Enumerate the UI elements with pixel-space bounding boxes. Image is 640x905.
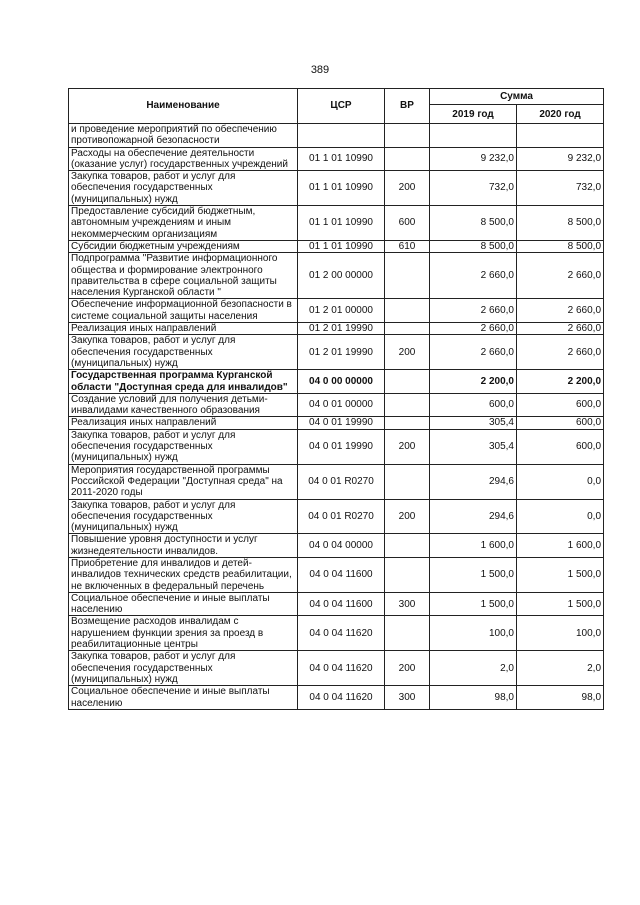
- row-vr-cell: 200: [385, 171, 430, 206]
- row-2020-cell: 1 500,0: [517, 592, 604, 616]
- row-2020-cell: 0,0: [517, 464, 604, 499]
- row-name-cell: Повышение уровня доступности и услуг жизнедеятельности инвалидов.: [69, 534, 298, 558]
- table-row: [69, 499, 604, 534]
- row-2019-cell: 1 500,0: [430, 557, 517, 592]
- row-vr-cell: [385, 147, 430, 171]
- row-csr-cell: 01 2 00 00000: [298, 253, 385, 299]
- row-name-cell: Закупка товаров, работ и услуг для обеспечения государственных (муниципальных) нужд: [69, 429, 298, 464]
- row-vr-cell: 300: [385, 592, 430, 616]
- row-vr-cell: [385, 323, 430, 335]
- header-year-2020: 2020 год: [517, 105, 604, 124]
- row-csr-cell: 04 0 01 19990: [298, 429, 385, 464]
- row-vr-cell: 200: [385, 651, 430, 686]
- table-row: [69, 171, 604, 206]
- row-name-cell: Социальное обеспечение и иные выплаты населению: [69, 686, 298, 710]
- table-row: [69, 417, 604, 429]
- row-vr-cell: [385, 370, 430, 394]
- row-vr-cell: [385, 464, 430, 499]
- row-name-cell: Закупка товаров, работ и услуг для обеспечения государственных (муниципальных) нужд: [69, 651, 298, 686]
- row-2019-cell: 600,0: [430, 393, 517, 417]
- row-2019-cell: 294,6: [430, 464, 517, 499]
- row-name-cell: Подпрограмма "Развитие информационного общества и формирование электронного правительства в сфере социальной защиты населения Курганской области ": [69, 253, 298, 299]
- table-row: [69, 686, 604, 710]
- row-2020-cell: 600,0: [517, 429, 604, 464]
- row-csr-cell: 04 0 01 R0270: [298, 464, 385, 499]
- table-row: [69, 299, 604, 323]
- row-csr-cell: 01 1 01 10990: [298, 206, 385, 241]
- row-csr-cell: 01 1 01 10990: [298, 171, 385, 206]
- page-number: 389: [310, 64, 330, 76]
- row-2020-cell: 0,0: [517, 499, 604, 534]
- row-name-cell: Субсидии бюджетным учреждениям: [69, 240, 298, 252]
- row-2019-cell: 8 500,0: [430, 240, 517, 252]
- table-row: [69, 370, 604, 394]
- row-csr-cell: 04 0 04 11620: [298, 686, 385, 710]
- row-2019-cell: 732,0: [430, 171, 517, 206]
- row-2019-cell: 2 660,0: [430, 335, 517, 370]
- row-2020-cell: 600,0: [517, 417, 604, 429]
- row-vr-cell: 200: [385, 429, 430, 464]
- row-csr-cell: 04 0 04 11600: [298, 557, 385, 592]
- table-row: [69, 124, 604, 148]
- table-row: [69, 557, 604, 592]
- table-row: [69, 323, 604, 335]
- row-2020-cell: 98,0: [517, 686, 604, 710]
- row-csr-cell: [298, 124, 385, 148]
- row-2020-cell: 2 660,0: [517, 335, 604, 370]
- row-2020-cell: 1 500,0: [517, 557, 604, 592]
- row-2019-cell: 1 500,0: [430, 592, 517, 616]
- row-name-cell: Создание условий для получения детьми-инвалидами качественного образования: [69, 393, 298, 417]
- row-csr-cell: 04 0 04 00000: [298, 534, 385, 558]
- row-name-cell: Реализация иных направлений: [69, 417, 298, 429]
- row-2019-cell: 100,0: [430, 616, 517, 651]
- row-2019-cell: 305,4: [430, 417, 517, 429]
- row-name-cell: Закупка товаров, работ и услуг для обеспечения государственных (муниципальных) нужд: [69, 335, 298, 370]
- table-row: [69, 534, 604, 558]
- row-2019-cell: 98,0: [430, 686, 517, 710]
- row-name-cell: Предоставление субсидий бюджетным, автономным учреждениям и иным некоммерческим организациям: [69, 206, 298, 241]
- header-csr: ЦСР: [298, 89, 385, 124]
- row-vr-cell: [385, 534, 430, 558]
- header-vr: ВР: [385, 89, 430, 124]
- row-2020-cell: 600,0: [517, 393, 604, 417]
- row-name-cell: Закупка товаров, работ и услуг для обеспечения государственных (муниципальных) нужд: [69, 499, 298, 534]
- row-2020-cell: 2 200,0: [517, 370, 604, 394]
- row-name-cell: Социальное обеспечение и иные выплаты населению: [69, 592, 298, 616]
- table-row: [69, 206, 604, 241]
- row-csr-cell: 04 0 00 00000: [298, 370, 385, 394]
- row-2020-cell: 1 600,0: [517, 534, 604, 558]
- row-2019-cell: 2,0: [430, 651, 517, 686]
- row-2020-cell: 8 500,0: [517, 206, 604, 241]
- row-2020-cell: 2 660,0: [517, 323, 604, 335]
- row-2019-cell: 9 232,0: [430, 147, 517, 171]
- row-name-cell: Возмещение расходов инвалидам с нарушением функции зрения за проезд в реабилитационные центры: [69, 616, 298, 651]
- row-csr-cell: 04 0 04 11620: [298, 616, 385, 651]
- row-2020-cell: 732,0: [517, 171, 604, 206]
- row-vr-cell: [385, 557, 430, 592]
- row-name-cell: Обеспечение информационной безопасности в системе социальной защиты населения: [69, 299, 298, 323]
- row-name-cell: Приобретение для инвалидов и детей-инвалидов технических средств реабилитации, не включенных в федеральный перечень: [69, 557, 298, 592]
- row-csr-cell: 01 2 01 19990: [298, 335, 385, 370]
- header-year-2019: 2019 год: [430, 105, 517, 124]
- row-vr-cell: [385, 299, 430, 323]
- header-row-top: [69, 89, 604, 105]
- row-name-cell: Мероприятия государственной программы Российской Федерации "Доступная среда" на 2011-2020 годы: [69, 464, 298, 499]
- table-row: [69, 335, 604, 370]
- row-2019-cell: [430, 124, 517, 148]
- row-2019-cell: 305,4: [430, 429, 517, 464]
- row-name-cell: Реализация иных направлений: [69, 323, 298, 335]
- table-row: [69, 253, 604, 299]
- budget-table: [68, 88, 604, 710]
- row-csr-cell: 01 2 01 00000: [298, 299, 385, 323]
- row-name-cell: Государственная программа Курганской области "Доступная среда для инвалидов": [69, 370, 298, 394]
- row-vr-cell: 300: [385, 686, 430, 710]
- row-csr-cell: 04 0 01 19990: [298, 417, 385, 429]
- row-2019-cell: 2 660,0: [430, 253, 517, 299]
- row-vr-cell: [385, 124, 430, 148]
- row-2020-cell: 8 500,0: [517, 240, 604, 252]
- table-row: [69, 616, 604, 651]
- row-2020-cell: 9 232,0: [517, 147, 604, 171]
- row-csr-cell: 04 0 04 11600: [298, 592, 385, 616]
- table-row: [69, 464, 604, 499]
- row-2019-cell: 8 500,0: [430, 206, 517, 241]
- row-name-cell: и проведение мероприятий по обеспечению противопожарной безопасности: [69, 124, 298, 148]
- row-vr-cell: [385, 393, 430, 417]
- row-2019-cell: 2 660,0: [430, 323, 517, 335]
- row-name-cell: Расходы на обеспечение деятельности (оказание услуг) государственных учреждений: [69, 147, 298, 171]
- table-row: [69, 592, 604, 616]
- row-2019-cell: 294,6: [430, 499, 517, 534]
- table-row: [69, 393, 604, 417]
- table-row: [69, 429, 604, 464]
- row-2020-cell: 100,0: [517, 616, 604, 651]
- row-vr-cell: 600: [385, 206, 430, 241]
- row-vr-cell: 200: [385, 335, 430, 370]
- table-row: [69, 651, 604, 686]
- header-name: Наименование: [69, 89, 298, 124]
- row-2020-cell: 2 660,0: [517, 299, 604, 323]
- row-vr-cell: 610: [385, 240, 430, 252]
- row-vr-cell: [385, 616, 430, 651]
- row-csr-cell: 01 2 01 19990: [298, 323, 385, 335]
- row-csr-cell: 04 0 04 11620: [298, 651, 385, 686]
- table-header: [69, 89, 604, 124]
- row-csr-cell: 01 1 01 10990: [298, 240, 385, 252]
- row-csr-cell: 01 1 01 10990: [298, 147, 385, 171]
- row-vr-cell: 200: [385, 499, 430, 534]
- row-2019-cell: 2 200,0: [430, 370, 517, 394]
- row-2020-cell: 2,0: [517, 651, 604, 686]
- row-2019-cell: 2 660,0: [430, 299, 517, 323]
- row-vr-cell: [385, 417, 430, 429]
- row-2020-cell: 2 660,0: [517, 253, 604, 299]
- table-body: [69, 124, 604, 710]
- table-row: [69, 240, 604, 252]
- row-2020-cell: [517, 124, 604, 148]
- row-csr-cell: 04 0 01 R0270: [298, 499, 385, 534]
- table-row: [69, 147, 604, 171]
- row-vr-cell: [385, 253, 430, 299]
- row-csr-cell: 04 0 01 00000: [298, 393, 385, 417]
- header-sum: Сумма: [430, 89, 604, 105]
- row-name-cell: Закупка товаров, работ и услуг для обеспечения государственных (муниципальных) нужд: [69, 171, 298, 206]
- row-2019-cell: 1 600,0: [430, 534, 517, 558]
